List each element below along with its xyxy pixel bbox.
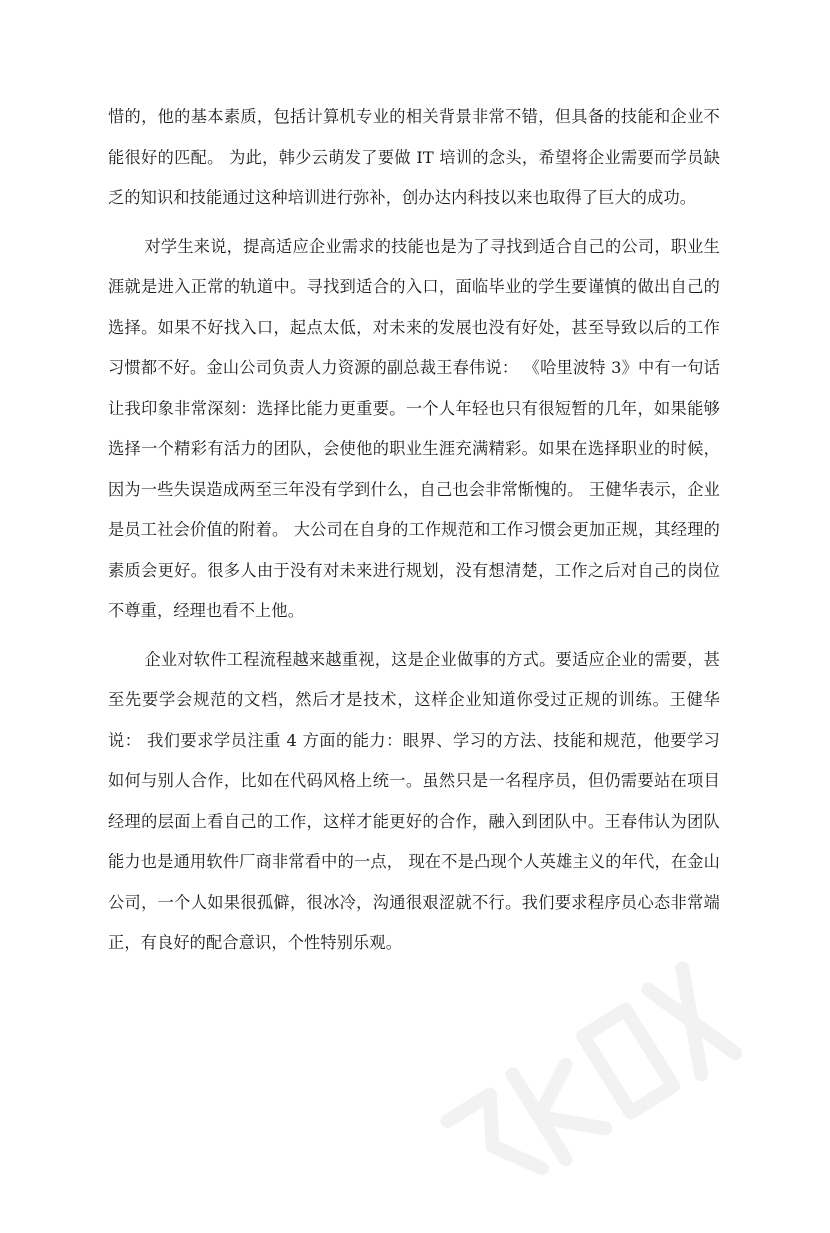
watermark-logo [415, 937, 766, 1233]
paragraph-2: 对学生来说，提高适应企业需求的技能也是为了寻找到适合自己的公司，职业生涯就是进入正常的轨道中。寻找到适合的入口，面临毕业的学生要谨慎的做出自己的选择。如果不好找入口，起点太低，对未来的发展也没有好处，甚至导致以后的工作习惯都不好。金山公司负责人力资源的副总裁王春伟说： 《哈里波特 3》中有一句话让我印象非常深刻：选择比能力更重要。一个人年轻也只有很短暂的几年，如果能够选择一个精彩有活力的团队，会使他的职业生涯充满精彩。如果在选择职业的时候，因为一些失误造成两至三年没有学到什么，自己也会非常惭愧的。 王健华表示，企业是员工社会价值的附着。 大公司在自身的工作规范和工作习惯会更加正规，其经理的素质会更好。很多人由于没有对未来进行规划，没有想清楚，工作之后对自己的岗位不尊重，经理也看不上他。 [108, 236, 720, 620]
paragraph-1: 惜的，他的基本素质，包括计算机专业的相关背景非常不错，但具备的技能和企业不能很好的匹配。 为此，韩少云萌发了要做 IT 培训的念头，希望将企业需要而学员缺乏的知识和技能通过这种培训进行弥补，创办达内科技以来也取得了巨大的成功。 [108, 107, 720, 207]
body-text [108, 97, 720, 964]
paragraph-3: 企业对软件工程流程越来越重视，这是企业做事的方式。要适应企业的需要，甚至先要学会规范的文档，然后才是技术，这样企业知道你受过正规的训练。王健华说： 我们要求学员注重 4 方面的能力：眼界、学习的方法、技能和规范，他要学习如何与别人合作，比如在代码风格上统一。虽然只是一名程序员，但仍需要站在项目经理的层面上看自己的工作，这样才能更好的合作，融入到团队中。王春伟认为团队能力也是通用软件厂商非常看中的一点， 现在不是凸现个人英雄主义的年代，在金山公司，一个人如果很孤僻，很冰冷，沟通很艰涩就不行。我们要求程序员心态非常端正，有良好的配合意识，个性特别乐观。 [108, 649, 720, 952]
